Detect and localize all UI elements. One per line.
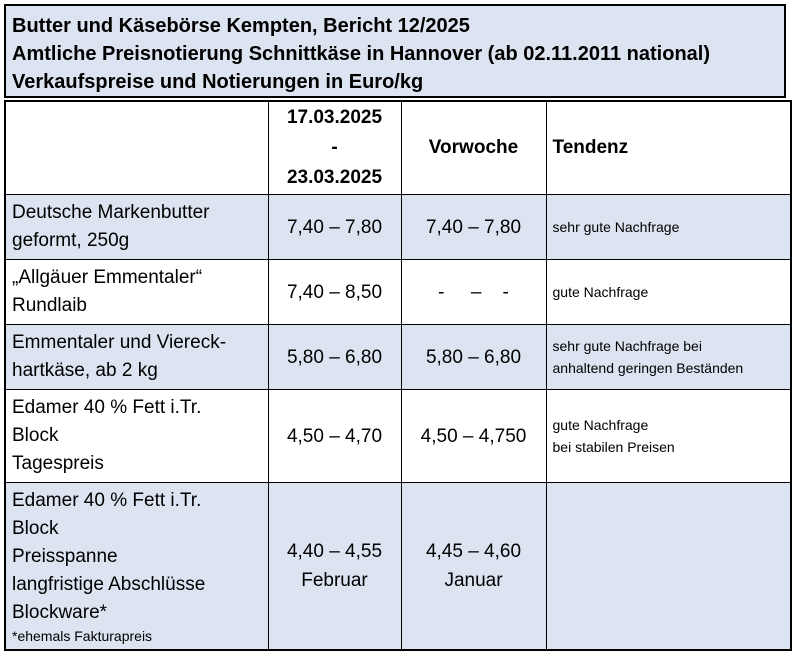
current-price: 7,40 – 7,80 xyxy=(268,195,401,260)
table-row xyxy=(5,195,791,260)
period-to: 23.03.2025 xyxy=(286,167,383,188)
current-price: 7,40 – 8,50 xyxy=(268,260,401,325)
previous-price: - – - xyxy=(401,260,546,325)
trend-cell xyxy=(546,483,791,651)
product-cell: „Allgäuer Emmentaler“ Rundlaib xyxy=(5,260,268,325)
previous-price: 5,80 – 6,80 xyxy=(401,325,546,390)
product-footnote: *ehemals Fakturapreis xyxy=(12,628,153,644)
previous-price: 4,45 – 4,60 Januar xyxy=(401,483,546,651)
trend-cell: sehr gute Nachfrage bei anhaltend geringen Beständen xyxy=(546,325,791,390)
report-header xyxy=(4,4,786,98)
report-unit-line: Verkaufspreise und Notierungen in Euro/kg xyxy=(12,71,424,93)
product-cell: Edamer 40 % Fett i.Tr. Block Tagespreis xyxy=(5,390,268,483)
report-subtitle: Amtliche Preisnotierung Schnittkäse in Hannover (ab 02.11.2011 national) xyxy=(12,43,710,65)
table-row xyxy=(5,390,791,483)
price-table xyxy=(4,100,792,651)
header-product-cell xyxy=(5,101,268,195)
product-cell: Deutsche Markenbutter geformt, 250g xyxy=(5,195,268,260)
current-price: 4,50 – 4,70 xyxy=(268,390,401,483)
previous-price: 4,50 – 4,750 xyxy=(401,390,546,483)
current-price: 5,80 – 6,80 xyxy=(268,325,401,390)
previous-price: 7,40 – 7,80 xyxy=(401,195,546,260)
table-row xyxy=(5,483,791,651)
period-from: 17.03.2025 xyxy=(286,107,383,128)
header-period-cell xyxy=(268,101,401,195)
product-cell: Edamer 40 % Fett i.Tr. Block Preisspanne langfristige Abschlüsse Blockware* *ehemals Fakturapreis xyxy=(5,483,268,651)
trend-cell: gute Nachfrage xyxy=(546,260,791,325)
period-separator: - xyxy=(331,137,338,158)
table-row xyxy=(5,325,791,390)
product-cell: Emmentaler und Viereck- hartkäse, ab 2 kg xyxy=(5,325,268,390)
header-previous-week: Vorwoche xyxy=(401,101,546,195)
header-trend: Tendenz xyxy=(546,101,791,195)
trend-cell: sehr gute Nachfrage xyxy=(546,195,791,260)
current-price: 4,40 – 4,55 Februar xyxy=(268,483,401,651)
trend-cell: gute Nachfrage bei stabilen Preisen xyxy=(546,390,791,483)
table-header-row xyxy=(5,101,791,195)
table-row xyxy=(5,260,791,325)
report-title: Butter und Käsebörse Kempten, Bericht 12/2025 xyxy=(12,15,470,37)
